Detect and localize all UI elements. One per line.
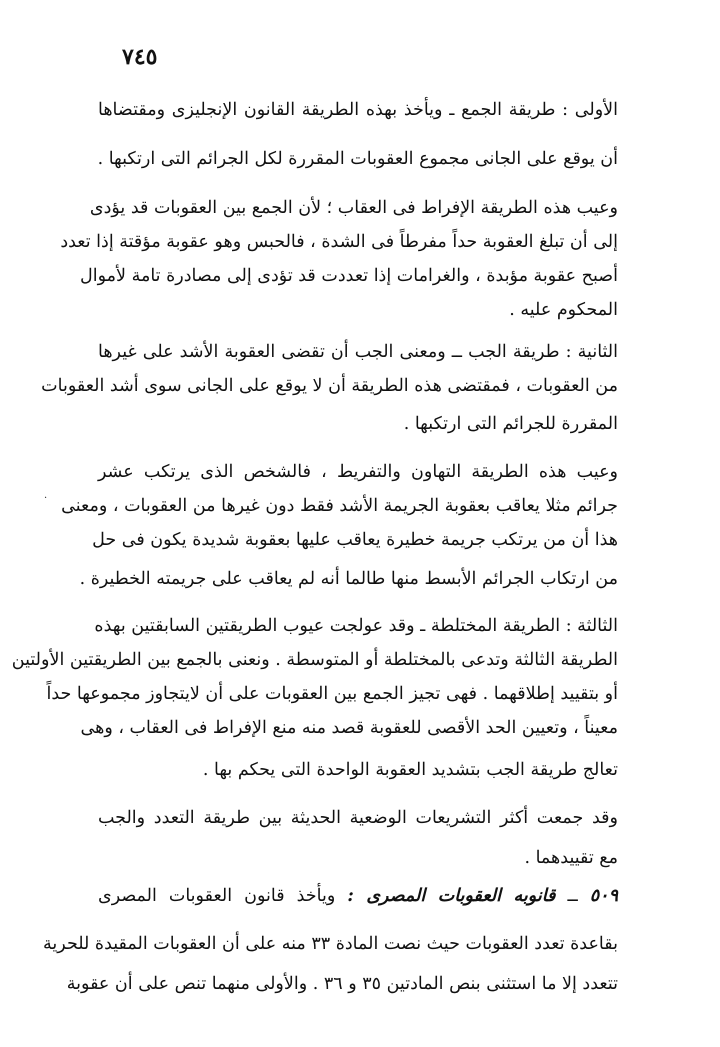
text-line: الطريقة الثالثة وتدعى بالمختلطة أو المتوسطة . ونعنى بالجمع بين الطريقتين الأولتين xyxy=(11,650,618,670)
text-line: المقررة للجرائم التى ارتكبها . xyxy=(403,414,618,434)
margin-dot: · xyxy=(44,493,48,504)
page-number: ٧٤٥ xyxy=(122,44,158,70)
text-line: من العقوبات ، فمقتضى هذه الطريقة أن لا يوقع على الجانى سوى أشد العقوبات xyxy=(41,376,618,396)
text-line: الأولى : طريقة الجمع ـ ويأخذ بهذه الطريقة القانون الإنجليزى ومقتضاها xyxy=(98,100,618,120)
text-line: تتعدد إلا ما استثنى بنص المادتين ٣٥ و ٣٦ . والأولى منهما تنص على أن عقوبة xyxy=(66,974,618,994)
section-text: ويأخذ قانون العقوبات المصرى xyxy=(98,886,336,906)
text-line: وقد جمعت أكثر التشريعات الوضعية الحديثة بين طريقة التعدد والجب xyxy=(98,808,618,828)
text-line: هذا أن من يرتكب جريمة خطيرة يعاقب عليها بعقوبة شديدة يكون فى حل xyxy=(92,530,618,550)
text-line: الثالثة : الطريقة المختلطة ـ وقد عولجت عيوب الطريقتين السابقتين بهذه xyxy=(94,616,618,636)
text-line: أصبح عقوبة مؤبدة ، والغرامات إذا تعددت قد تؤدى إلى مصادرة تامة لأموال xyxy=(80,266,618,286)
text-line: المحكوم عليه . xyxy=(509,300,618,320)
text-line: وعيب هذه الطريقة التهاون والتفريط ، فالشخص الذى يرتكب عشر xyxy=(98,462,618,482)
text-line: مع تقييدهما . xyxy=(524,848,618,868)
section-509-heading-line xyxy=(98,884,618,908)
text-line: من ارتكاب الجرائم الأبسط منها طالما أنه لم يعاقب على جريمته الخطيرة . xyxy=(79,569,618,589)
text-line: أن يوقع على الجانى مجموع العقوبات المقررة لكل الجرائم التى ارتكبها . xyxy=(97,149,618,169)
text-line: إلى أن تبلغ العقوبة حداً مفرطاً فى الشدة ، فالحبس وهو عقوبة مؤقتة إذا تعدد xyxy=(60,232,618,252)
text-line: بقاعدة تعدد العقوبات حيث نصت المادة ٣٣ منه على أن العقوبات المقيدة للحرية xyxy=(43,934,618,954)
section-dash: ــ xyxy=(567,886,578,906)
text-line: معيناً ، وتعيين الحد الأقصى للعقوبة قصد منه منع الإفراط فى العقاب ، وهى xyxy=(80,718,618,738)
section-number: ٥٠٩ xyxy=(589,886,618,906)
text-line: الثانية : طريقة الجب ــ ومعنى الجب أن تقضى العقوبة الأشد على غيرها xyxy=(98,342,618,362)
section-heading: قانوبه العقوبات المصرى : xyxy=(347,886,556,906)
text-line: أو بتقييد إطلاقهما . فهى تجيز الجمع بين العقوبات على أن لايتجاوز مجموعها حداً xyxy=(46,684,618,704)
text-line: جرائم مثلا يعاقب بعقوبة الجريمة الأشد فقط دون غيرها من العقوبات ، ومعنى xyxy=(61,496,618,516)
text-line: تعالج طريقة الجب بتشديد العقوبة الواحدة التى يحكم بها . xyxy=(202,760,618,780)
text-line: وعيب هذه الطريقة الإفراط فى العقاب ؛ لأن الجمع بين العقوبات قد يؤدى xyxy=(89,198,618,218)
